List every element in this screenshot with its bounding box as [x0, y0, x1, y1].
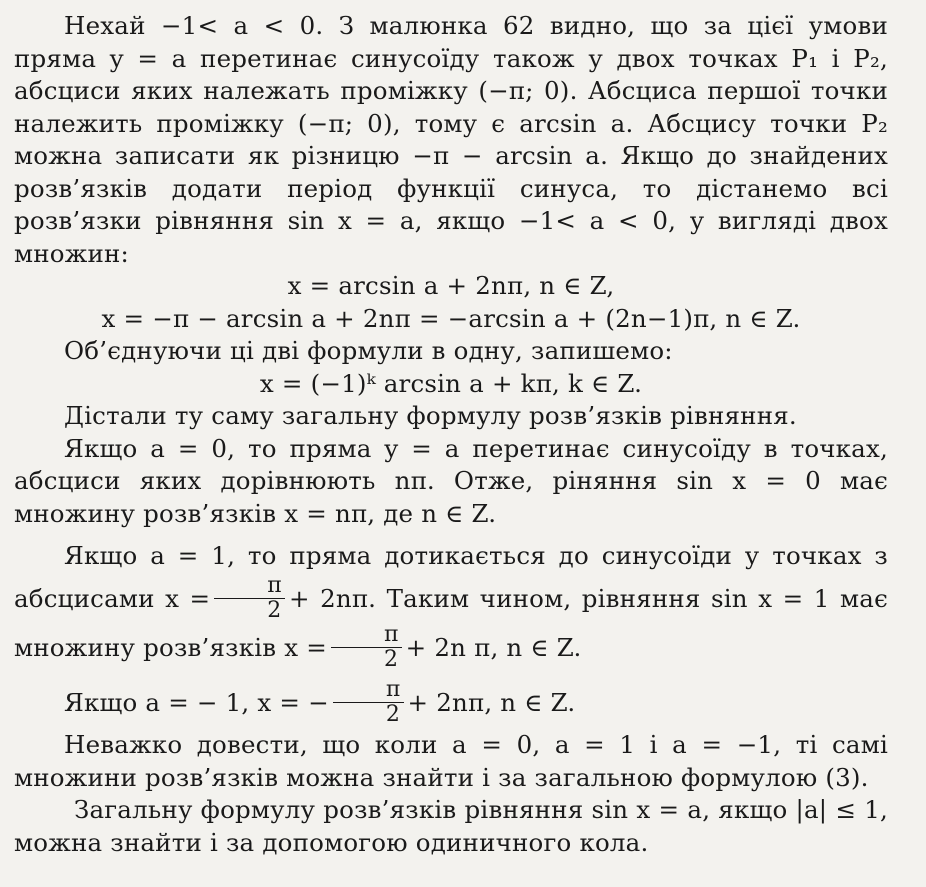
paragraph-case-a-zero: Якщо a = 0, то пряма y = a перетинає синусоїду в точках, абсциси яких дорівнюють nπ. Отже, ріняння sin x = 0 має множину розв’язків x = nπ, де n ∈ Z. — [14, 433, 888, 528]
fraction-denominator: 2 — [384, 647, 399, 672]
paragraph-case-a-one — [14, 536, 888, 674]
fraction-numerator: π — [333, 678, 404, 703]
case-a-one-text-end: + 2n π, n ∈ Z. — [405, 633, 582, 662]
paragraph-easy-to-prove: Неважко довести, що коли a = 0, a = 1 і a = −1, ті самі множини розв’язків можна знайти і за загальною формулою (3). — [14, 730, 888, 792]
fraction-denominator: 2 — [267, 598, 282, 623]
case-a-one-text-middle: + 2nπ. Таким чином, рівняння sin x = 1 має множину розв’язків x = — [14, 584, 888, 662]
fraction-numerator: π — [331, 623, 402, 648]
formula-general-solution: x = (−1)ᵏ arcsin a + kπ, k ∈ Z. — [259, 368, 643, 398]
fraction-pi-over-two — [331, 623, 402, 672]
formula-second-set: x = −π − arcsin a + 2nπ = −arcsin a + (2n−1)π, n ∈ Z. — [101, 303, 801, 333]
fraction-denominator: 2 — [385, 702, 401, 727]
formula-first-set: x = arcsin a + 2nπ, n ∈ Z, — [287, 271, 615, 300]
case-a-minus-one-text-start: Якщо a = − 1, x = − — [64, 688, 329, 717]
paragraph-combine-formulas: Об’єднуючи ці дві формули в одну, запишемо: — [64, 336, 673, 365]
paragraph-case-a-minus-one — [14, 677, 888, 729]
fraction-pi-over-two — [214, 574, 285, 623]
paragraph-case-negative-a: Нехай −1< a < 0. З малюнка 62 видно, що за цієї умови пряма y = a перетинає синусоїду також у двох точках P₁ і P₂, абсциси яких належать проміжку (−π; 0). Абсциса першої точки належить проміжку (−π; 0), тому є arcsin a. Абсцису точки P₂ можна записати як різницю −π − arcsin a. Якщо до знайдених розв’язків додати період функції синуса, то дістанемо всі розв’язки рівняння sin x = a, якщо −1< a < 0, у вигляді двох множин: — [14, 11, 888, 268]
case-a-minus-one-text-end: + 2nπ, n ∈ Z. — [407, 688, 576, 717]
fraction-pi-over-two — [333, 678, 404, 727]
fraction-numerator: π — [214, 574, 285, 599]
paragraph-unit-circle: Загальну формулу розв’язків рівняння sin x = a, якщо |a| ≤ 1, можна знайти і за допомогою одиничного кола. — [14, 795, 888, 857]
case-a-one-text-start: Якщо a = 1, то пряма дотикається до синусоїди у точках з абсцисами x = — [14, 541, 888, 613]
paragraph-same-formula: Дістали ту саму загальну формулу розв’язків рівняння. — [64, 401, 797, 430]
